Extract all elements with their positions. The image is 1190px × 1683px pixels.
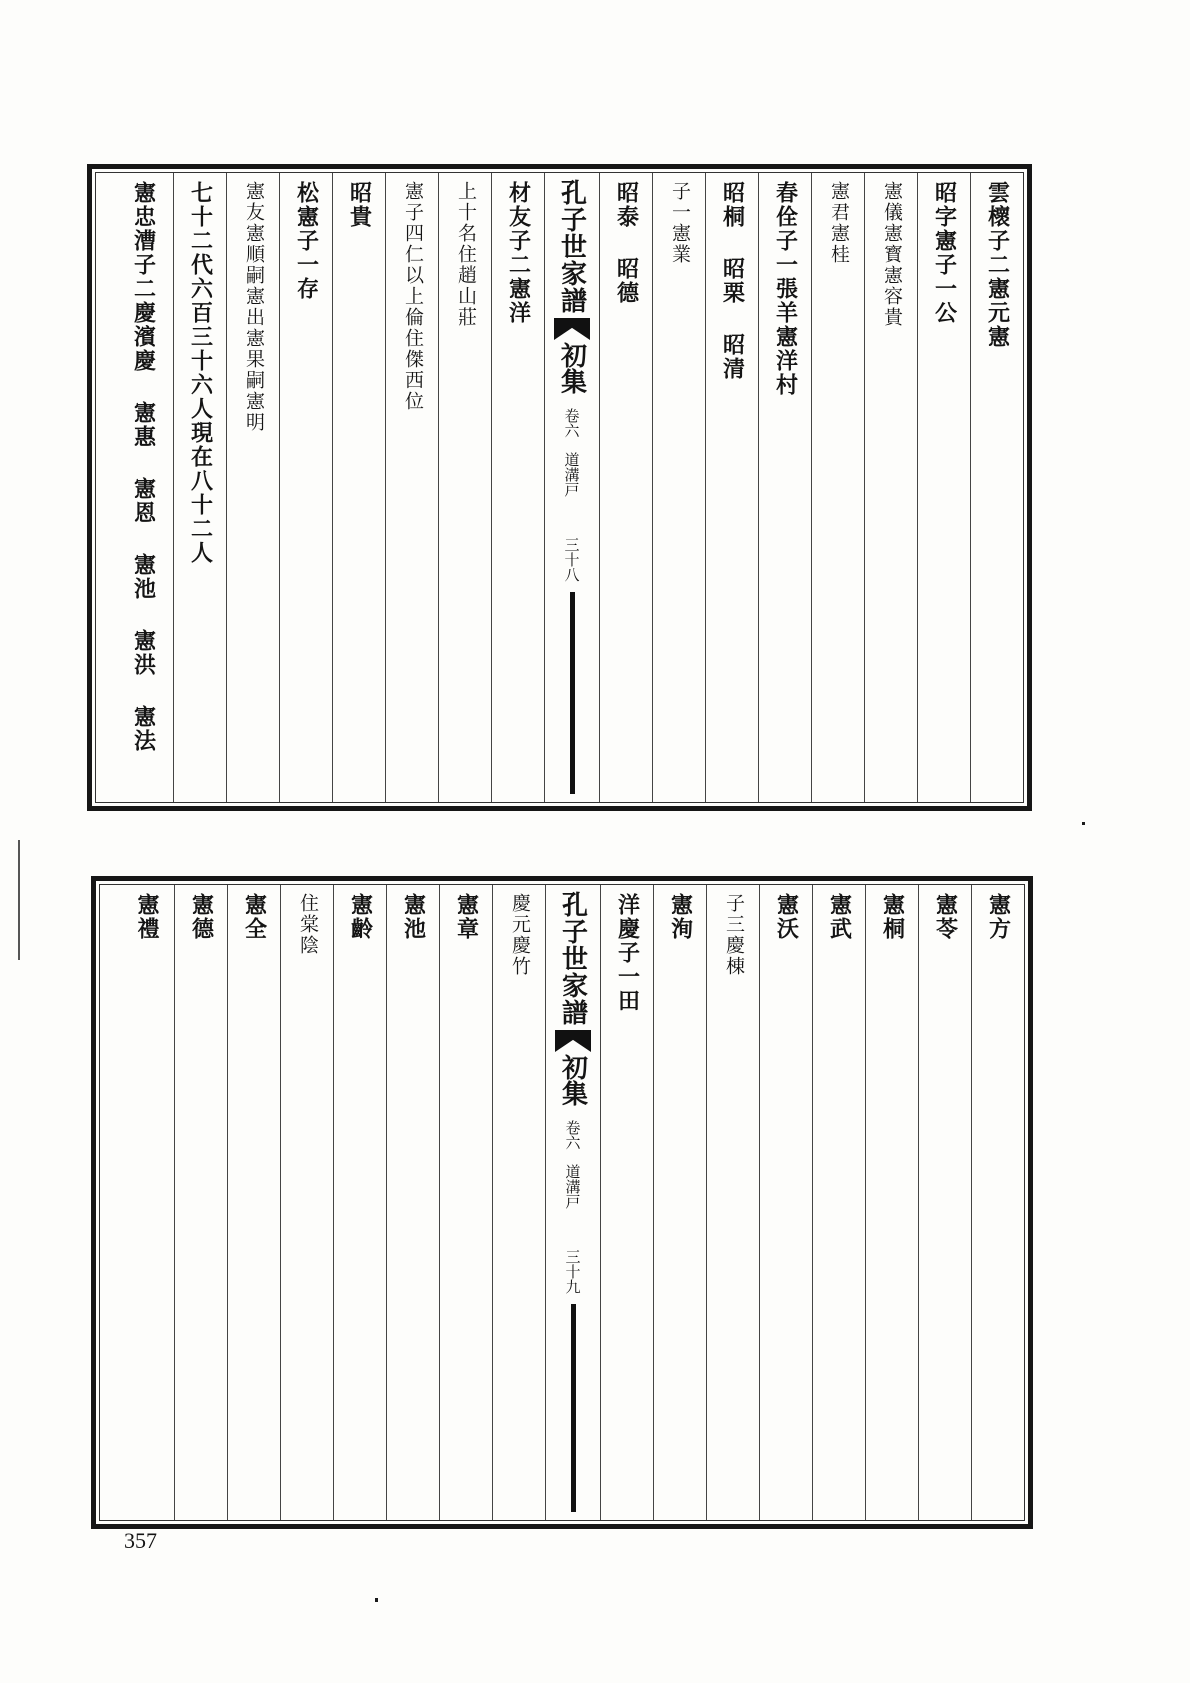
column-text: 憲池 bbox=[400, 893, 427, 941]
column-text: 憲苓 bbox=[932, 893, 959, 941]
text-column bbox=[600, 885, 653, 1520]
fishtail-mark bbox=[554, 318, 590, 340]
text-column bbox=[491, 173, 544, 802]
text-column bbox=[918, 885, 971, 1520]
column-text: 昭泰 昭德 bbox=[613, 181, 640, 305]
text-column bbox=[652, 173, 705, 802]
column-text: 憲桐 bbox=[879, 893, 906, 941]
text-column bbox=[438, 173, 491, 802]
center-fold-column bbox=[545, 885, 600, 1520]
column-text: 上十名住趙山莊 bbox=[454, 181, 477, 328]
text-column bbox=[864, 173, 917, 802]
folio-number: 三十九 bbox=[563, 1249, 582, 1294]
column-text: 材友子二憲洋 bbox=[505, 181, 532, 325]
scan-speck bbox=[1082, 822, 1085, 825]
text-column bbox=[812, 885, 865, 1520]
text-column bbox=[174, 885, 227, 1520]
book-title: 孔子世家譜 bbox=[557, 891, 588, 1026]
column-text: 子三慶棟 bbox=[722, 893, 745, 977]
column-text: 憲君憲桂 bbox=[827, 181, 850, 265]
text-column bbox=[279, 173, 332, 802]
book-title: 孔子世家譜 bbox=[556, 179, 587, 314]
juan-label: 卷六 bbox=[563, 1120, 582, 1150]
column-text: 憲忠漕子二慶濱慶 憲惠 憲恩 憲池 憲洪 憲法 bbox=[130, 181, 157, 753]
text-column bbox=[439, 885, 492, 1520]
text-column bbox=[173, 173, 226, 802]
scan-speck bbox=[375, 1598, 378, 1602]
text-column bbox=[113, 173, 173, 802]
volume-label: 初集 bbox=[556, 342, 587, 394]
text-column bbox=[280, 885, 333, 1520]
text-column bbox=[759, 885, 812, 1520]
column-text: 慶元慶竹 bbox=[508, 893, 531, 977]
text-column bbox=[653, 885, 706, 1520]
text-column bbox=[865, 885, 918, 1520]
text-column bbox=[758, 173, 811, 802]
scan-speck bbox=[18, 840, 20, 960]
column-text: 洋慶子一田 bbox=[614, 893, 641, 1013]
column-text: 憲儀憲寳憲容貴 bbox=[880, 181, 903, 328]
text-column bbox=[492, 885, 545, 1520]
column-text: 松憲子一存 bbox=[293, 181, 320, 301]
center-fold-column bbox=[544, 173, 599, 802]
text-column bbox=[119, 885, 174, 1520]
center-rule bbox=[570, 592, 575, 794]
column-text: 憲禮 bbox=[134, 893, 161, 941]
text-column bbox=[332, 173, 385, 802]
text-column bbox=[227, 885, 280, 1520]
text-column bbox=[386, 885, 439, 1520]
text-column bbox=[705, 173, 758, 802]
text-column bbox=[385, 173, 438, 802]
fishtail-mark bbox=[555, 1030, 591, 1052]
bottom-spread-frame bbox=[91, 876, 1033, 1529]
column-text: 子一憲業 bbox=[668, 181, 691, 265]
section-label: 道溝戸 bbox=[563, 1164, 582, 1209]
text-column bbox=[811, 173, 864, 802]
column-text: 憲方 bbox=[985, 893, 1012, 941]
top-spread-frame bbox=[87, 164, 1032, 811]
column-text: 住棠陰 bbox=[296, 893, 319, 956]
column-text: 憲全 bbox=[241, 893, 268, 941]
column-text: 憲齡 bbox=[347, 893, 374, 941]
column-text: 七十二代六百三十六人現在八十二人 bbox=[187, 181, 214, 565]
column-text: 憲德 bbox=[188, 893, 215, 941]
section-label: 道溝戸 bbox=[562, 452, 581, 497]
juan-label: 卷六 bbox=[562, 408, 581, 438]
column-text: 昭貴 bbox=[346, 181, 373, 229]
text-column bbox=[970, 173, 1023, 802]
folio-number: 三十八 bbox=[562, 537, 581, 582]
center-rule bbox=[571, 1304, 576, 1512]
column-text: 憲洵 bbox=[667, 893, 694, 941]
column-text: 憲沃 bbox=[773, 893, 800, 941]
text-column bbox=[226, 173, 279, 802]
text-column bbox=[599, 173, 652, 802]
column-text: 憲武 bbox=[826, 893, 853, 941]
column-text: 雲櫰子二憲元憲 bbox=[984, 181, 1011, 349]
column-text: 昭桐 昭栗 昭清 bbox=[719, 181, 746, 381]
column-text: 春佺子一張羊憲洋村 bbox=[772, 181, 799, 397]
text-column bbox=[333, 885, 386, 1520]
bottom-columns bbox=[100, 885, 1024, 1520]
volume-label: 初集 bbox=[557, 1054, 588, 1106]
text-column bbox=[971, 885, 1024, 1520]
column-text: 昭字憲子一公 bbox=[931, 181, 958, 325]
page-number: 357 bbox=[124, 1528, 157, 1553]
column-text: 憲子四仁以上倫住傑西位 bbox=[401, 181, 424, 412]
text-column bbox=[706, 885, 759, 1520]
column-text: 憲友憲順嗣憲出憲果嗣憲明 bbox=[242, 181, 265, 433]
text-column bbox=[917, 173, 970, 802]
column-text: 憲章 bbox=[453, 893, 480, 941]
top-columns bbox=[96, 173, 1023, 802]
